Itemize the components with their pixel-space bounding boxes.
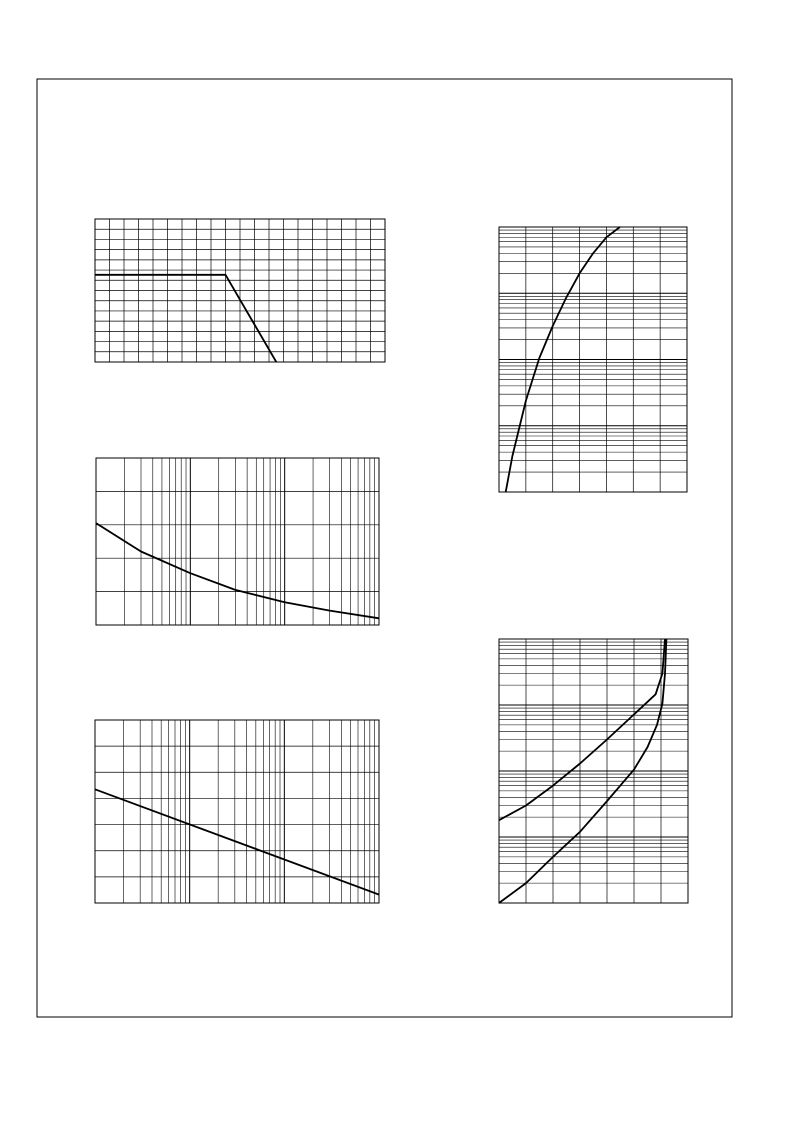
chart-1-grid	[95, 219, 385, 362]
chart-2	[96, 458, 379, 625]
chart-1-series-line-1	[95, 275, 276, 362]
chart-3-plot-frame	[95, 720, 379, 903]
chart-2-grid	[96, 458, 379, 625]
chart-5-grid	[499, 639, 688, 903]
chart-2-plot-frame	[96, 458, 379, 625]
chart-5	[499, 639, 688, 903]
chart-2-series-line-1	[96, 523, 379, 618]
chart-3-grid	[95, 720, 379, 903]
chart-5-series-line-1	[499, 639, 665, 820]
chart-4-grid	[499, 227, 687, 492]
chart-3	[95, 720, 379, 903]
chart-4	[499, 227, 687, 492]
chart-1	[95, 219, 385, 362]
chart-3-series-line-1	[95, 789, 379, 894]
